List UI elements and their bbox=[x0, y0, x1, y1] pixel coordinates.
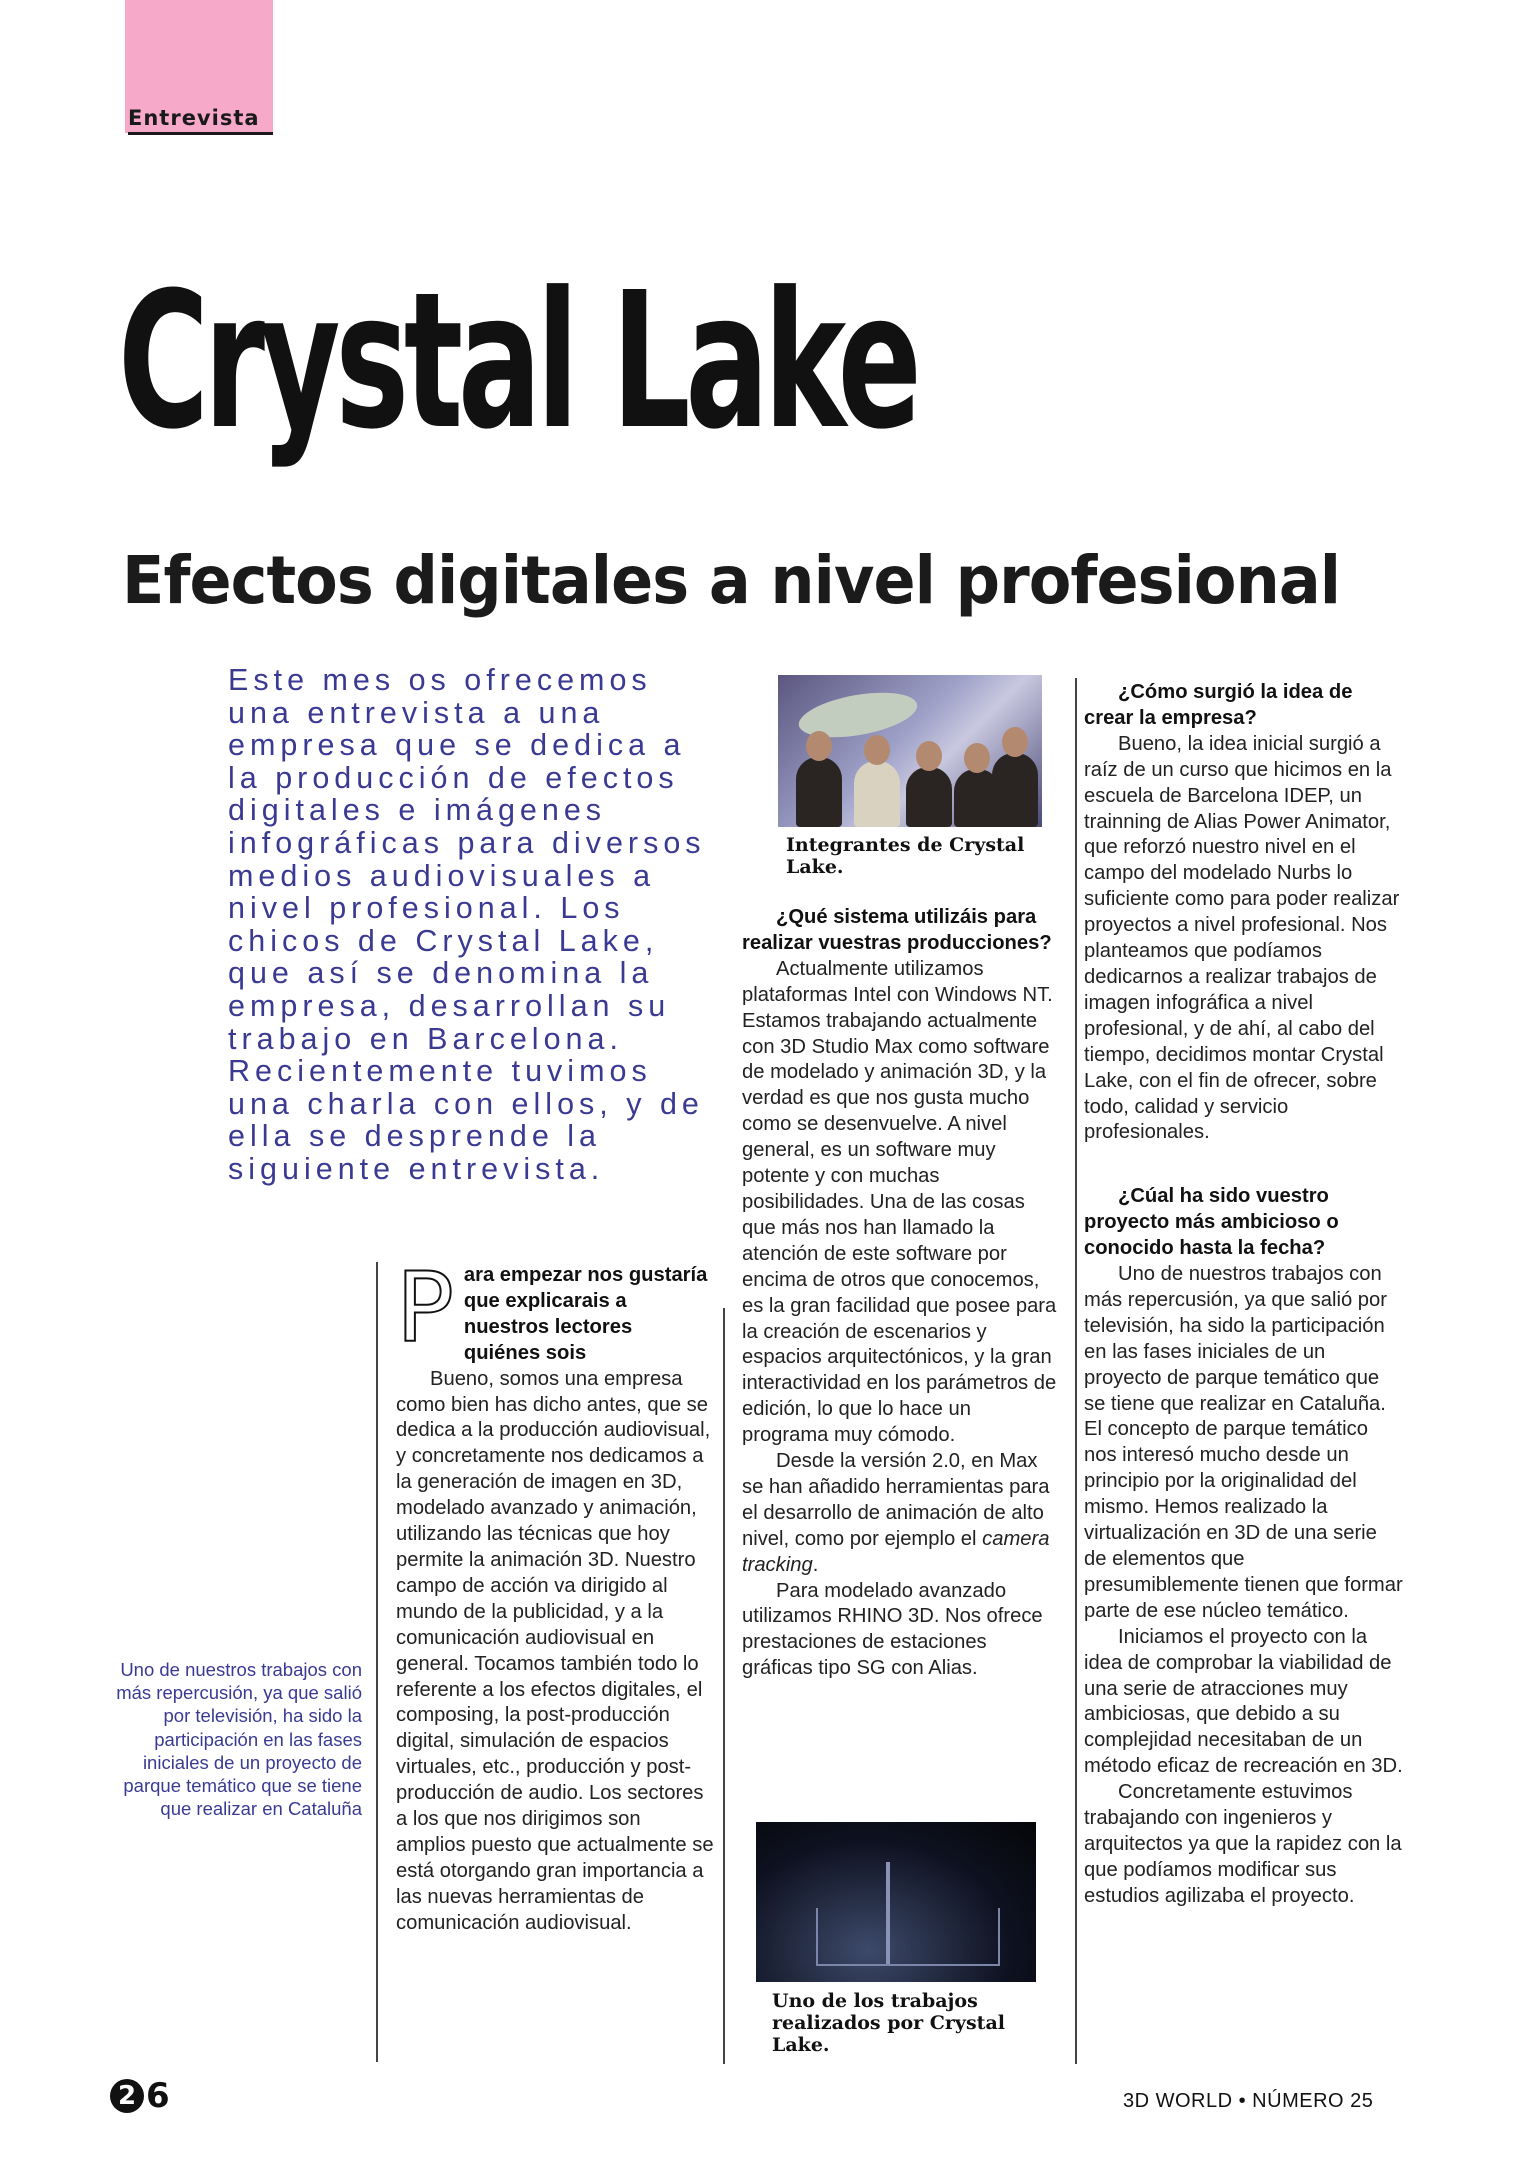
answer-4-paragraph-1: Uno de nuestros trabajos con más repercusión, ya que salió por televisión, ha sido la participación en las fases iniciales de un proyecto de parque temático que se tiene que realizar en Cataluña. El concepto de parque temático nos interesó mucho desde un principio por la originalidad del mismo. Hemos realizado la virtualización en 3D de una serie de elementos que presumiblemente tienen que formar parte de ese núcleo temático. bbox=[1084, 1263, 1403, 1622]
page-number-circle: 2 bbox=[110, 2079, 144, 2113]
person-figure bbox=[854, 761, 900, 827]
column-c bbox=[1084, 680, 1404, 1910]
question-3: ¿Cómo surgió la idea de crear la empresa? bbox=[1084, 681, 1353, 729]
pull-quote: Uno de nuestros trabajos con más repercusión, ya que salió por televisión, ha sido la participación en las fases iniciales de un proyecto de parque temático que se tiene que realizar en Cataluña bbox=[116, 1659, 362, 1820]
column-divider bbox=[376, 1262, 378, 2062]
tower-structure bbox=[816, 1908, 1000, 1966]
answer-2-paragraph-2: Desde la versión 2.0, en Max se han añadido herramientas para el desarrollo de animación de alto nivel, como por ejemplo el camera tracking. bbox=[742, 1450, 1050, 1576]
photo-caption-2: Uno de los trabajos realizados por Crystal Lake. bbox=[772, 1990, 1005, 2056]
person-figure bbox=[992, 753, 1038, 827]
column-divider bbox=[723, 1308, 725, 2064]
question-1: ara empezar nos gustaría que explicarais a nuestros lectores quiénes sois bbox=[463, 1264, 708, 1364]
team-photo bbox=[778, 675, 1042, 827]
answer-4-paragraph-2: Iniciamos el proyecto con la idea de comprobar la viabilidad de una serie de atracciones muy ambiciosas, que debido a su complejidad necesitaban de un método eficaz de recreación en 3D. bbox=[1084, 1625, 1403, 1778]
render-photo bbox=[756, 1822, 1036, 1982]
page-number-rest: 6 bbox=[146, 2076, 170, 2116]
article-subtitle: Efectos digitales a nivel profesional bbox=[122, 542, 1341, 619]
person-figure bbox=[906, 767, 952, 827]
column-a bbox=[396, 1252, 714, 1937]
photo-caption-1: Integrantes de Crystal Lake. bbox=[786, 834, 1025, 878]
answer-2-paragraph-1: Actualmente utilizamos plataformas Intel con Windows NT. Estamos trabajando actualmente con 3D Studio Max como software de modelado y animación 3D, y la verdad es que nos gusta mucho como se desenvuelve. A nivel general, es un software muy potente y con muchas posibilidades. Una de las cosas que más nos han llamado la atención de este software por encima de otros que conocemos, es la gran facilidad que posee para la creación de escenarios y espacios arquitectónicos, y la gran interactividad en los parámetros de edición, lo que lo hace un programa muy cómodo. bbox=[742, 957, 1057, 1447]
answer-1: Bueno, somos una empresa como bien has dicho antes, que se dedica a la producción audiovisual, y concretamente nos dedicamos a la generación de imagen en 3D, modelado avanzado y animación, utilizando las técnicas que hoy permite la animación 3D. Nuestro campo de acción va dirigido al mundo de la publicidad, y a la comunicación audiovisual en general. Tocamos también todo lo referente a los efectos digitales, el composing, la post-producción digital, simulación de espacios virtuales, etc., producción y post-producción de audio. Los sectores a los que nos dirigimos son amplios puesto que actualmente se está otorgando gran importancia a las nuevas herramientas de comunicación audiovisual. bbox=[396, 1367, 714, 1934]
person-figure bbox=[796, 757, 842, 827]
drop-cap: P bbox=[396, 1252, 454, 1364]
article-intro: Este mes os ofrecemos una entrevista a una empresa que se dedica a la producción de efectos digitales e imágenes infográficas para diversos medios audiovisuales a nivel profesional. Los chicos de Crystal Lake, que así se denomina la empresa, desarrollan su trabajo en Barcelona. Recientemente tuvimos una charla con ellos, y de ella se desprende la siguiente entrevista. bbox=[228, 663, 706, 1186]
column-b bbox=[742, 905, 1062, 1682]
question-4: ¿Cúal ha sido vuestro proyecto más ambicioso o conocido hasta la fecha? bbox=[1084, 1185, 1339, 1260]
page-number bbox=[110, 2076, 170, 2116]
column-divider bbox=[1075, 678, 1077, 2064]
answer-2-paragraph-3: Para modelado avanzado utilizamos RHINO 3D. Nos ofrece prestaciones de estaciones gráficas tipo SG con Alias. bbox=[742, 1579, 1043, 1680]
article-title: Crystal Lake bbox=[118, 252, 917, 471]
answer-3: Bueno, la idea inicial surgió a raíz de un curso que hicimos en la escuela de Barcelona IDEP, un trainning de Alias Power Animator, que reforzó nuestro nivel en el campo del modelado Nurbs lo suficiente como para poder realizar proyectos a nivel profesional. Nos planteamos que podíamos dedicarnos a realizar trabajos de imagen infográfica a nivel profesional, y de ahí, al cabo del tiempo, decidimos montar Crystal Lake, con el fin de ofrecer, sobre todo, calidad y servicio profesionales. bbox=[1084, 732, 1400, 1144]
camera-tracking-term: camera tracking bbox=[742, 1527, 1050, 1576]
magazine-footer: 3D WORLD • NÚMERO 25 bbox=[1123, 2090, 1374, 2112]
answer-4-paragraph-3: Concretamente estuvimos trabajando con ingenieros y arquitectos ya que la rapidez con la que podíamos modificar sus estudios agilizaba el proyecto. bbox=[1084, 1781, 1402, 1907]
question-2: ¿Qué sistema utilizáis para realizar vuestras producciones? bbox=[742, 906, 1052, 954]
section-label: Entrevista bbox=[128, 106, 273, 135]
